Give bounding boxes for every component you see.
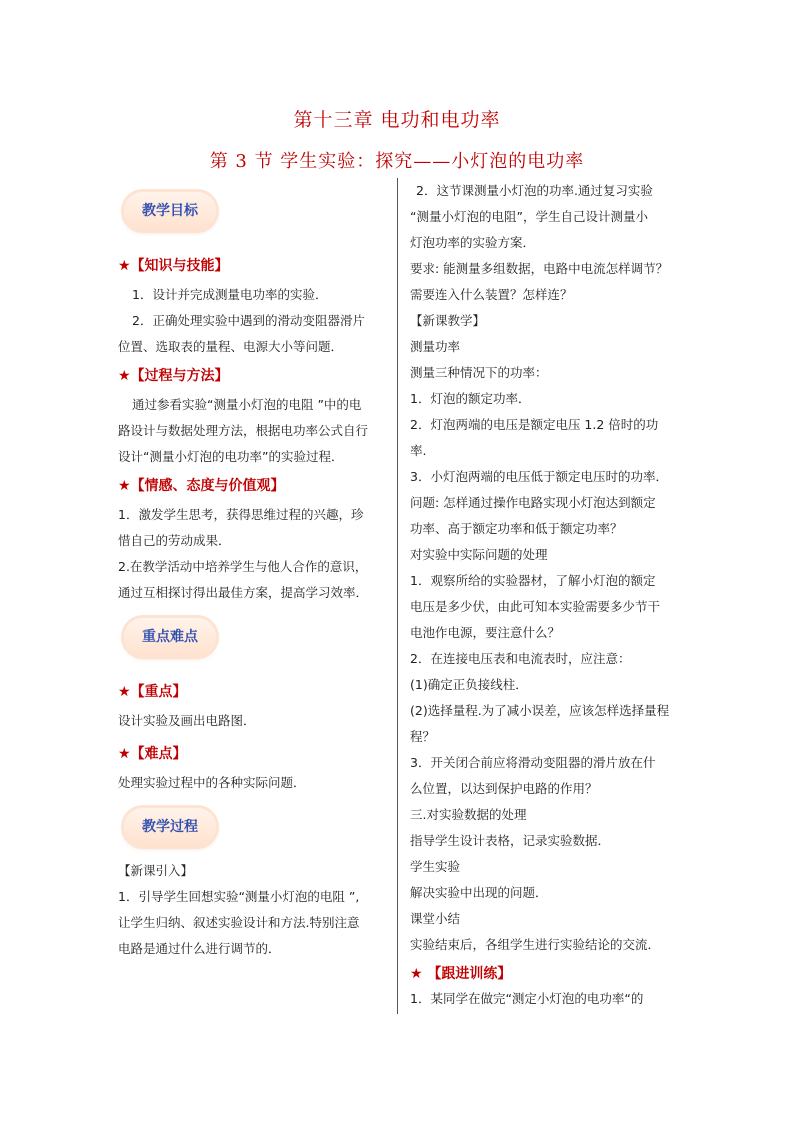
heading-emotion-values: ★【情感、态度与价值观】 bbox=[118, 478, 285, 494]
paragraph: 3．开关闭合前应将滑动变阻器的滑片放在什 bbox=[410, 755, 656, 770]
paragraph: 2.在教学活动中培养学生与他人合作的意识， bbox=[118, 559, 368, 574]
paragraph: 处理实验过程中的各种实际问题． bbox=[118, 775, 306, 790]
paragraph: 路设计与数据处理方法，根据电功率公式自行 bbox=[118, 423, 369, 438]
paragraph: “测量小灯泡的电阻”，学生自己设计测量小 bbox=[410, 209, 648, 224]
section-pill-key-difficult: 重点难点 bbox=[124, 618, 216, 656]
paragraph: 1．灯泡的额定功率． bbox=[410, 391, 531, 406]
paragraph: 测量功率 bbox=[410, 339, 461, 354]
heading-knowledge-skills: ★【知识与技能】 bbox=[118, 258, 229, 274]
subheading-new-lesson-intro: 【新课引入】 bbox=[118, 863, 194, 878]
subheading-new-lesson: 【新课教学】 bbox=[410, 313, 486, 328]
paragraph: 程？ bbox=[410, 729, 436, 744]
paragraph: 1．引导学生回想实验“测量小灯泡的电阻 ”, bbox=[118, 889, 360, 904]
paragraph: 三.对实验数据的处理 bbox=[410, 807, 527, 822]
paragraph: 要求: 能测量多组数据，电路中电流怎样调节？ bbox=[410, 261, 669, 276]
paragraph: 需要连入什么装置？怎样连？ bbox=[410, 287, 573, 302]
paragraph: 2．灯泡两端的电压是额定电压 1.2 倍时的功 bbox=[410, 417, 659, 432]
paragraph: 设计“测量小灯泡的电功率”的实验过程． bbox=[118, 449, 344, 464]
paragraph: 率. bbox=[410, 443, 427, 458]
paragraph: 学生实验 bbox=[410, 859, 461, 874]
section-title: 第 3 节 学生实验：探究——小灯泡的电功率 bbox=[209, 151, 585, 172]
paragraph: 问题: 怎样通过操作电路实现小灯泡达到额定 bbox=[410, 495, 656, 510]
paragraph: 1．某同学在做完“测定小灯泡的电功率“的 bbox=[410, 991, 644, 1006]
paragraph: 电压是多少伏，由此可知本实验需要多少节干 bbox=[410, 599, 661, 614]
left-column bbox=[118, 178, 386, 962]
paragraph: (1)确定正负接线柱． bbox=[410, 677, 528, 692]
heading-difficulty: ★【难点】 bbox=[118, 746, 187, 762]
section-pill-teaching-goals: 教学目标 bbox=[124, 192, 216, 230]
paragraph: 2．这节课测量小灯泡的功率.通过复习实验 bbox=[416, 183, 653, 198]
paragraph: 电路是通过什么进行调节的． bbox=[118, 941, 281, 956]
paragraph: 对实验中实际问题的处理 bbox=[410, 547, 548, 562]
column-divider bbox=[397, 178, 398, 1014]
paragraph: 让学生归纳、叙述实验设计和方法.特别注意 bbox=[118, 915, 360, 930]
paragraph: 灯泡功率的实验方案． bbox=[410, 235, 536, 250]
heading-process-methods: ★【过程与方法】 bbox=[118, 368, 229, 384]
paragraph: 指导学生设计表格，记录实验数据． bbox=[410, 833, 611, 848]
paragraph: 1．激发学生思考，获得思维过程的兴趣，珍 bbox=[118, 507, 364, 522]
paragraph: 功率、高于额定功率和低于额定功率？ bbox=[410, 521, 623, 536]
paragraph: 惜自己的劳动成果． bbox=[118, 533, 231, 548]
right-column bbox=[410, 178, 678, 1012]
section-pill-teaching-process: 教学过程 bbox=[124, 808, 216, 846]
paragraph: 1．设计并完成测量电功率的实验． bbox=[132, 287, 328, 302]
paragraph: 测量三种情况下的功率： bbox=[410, 365, 548, 380]
paragraph: 电池作电源，要注意什么？ bbox=[410, 625, 561, 640]
paragraph: 2．正确处理实验中遇到的滑动变阻器滑片 bbox=[132, 313, 365, 328]
paragraph: 3．小灯泡两端的电压低于额定电压时的功率． bbox=[410, 469, 668, 484]
paragraph: 实验结束后，各组学生进行实验结论的交流． bbox=[410, 937, 661, 952]
heading-key-point: ★【重点】 bbox=[118, 684, 187, 700]
paragraph: 解决实验中出现的问题． bbox=[410, 885, 548, 900]
paragraph: 位置、选取表的量程、电源大小等问题． bbox=[118, 339, 344, 354]
paragraph: 1．观察所给的实验器材，了解小灯泡的额定 bbox=[410, 573, 656, 588]
paragraph: (2)选择量程.为了减小误差，应该怎样选择量程 bbox=[410, 703, 670, 718]
paragraph: 设计实验及画出电路图． bbox=[118, 713, 256, 728]
paragraph: 2．在连接电压表和电流表时，应注意： bbox=[410, 651, 631, 666]
paragraph: 么位置，以达到保护电路的作用？ bbox=[410, 781, 598, 796]
paragraph: 通过参看实验“测量小灯泡的电阻 ”中的电 bbox=[132, 397, 362, 412]
paragraph: 课堂小结 bbox=[410, 911, 461, 926]
paragraph: 通过互相探讨得出最佳方案，提高学习效率． bbox=[118, 585, 369, 600]
chapter-title: 第十三章 电功和电功率 bbox=[293, 109, 501, 131]
heading-follow-up-training: ★ 【跟进训练】 bbox=[410, 966, 512, 982]
